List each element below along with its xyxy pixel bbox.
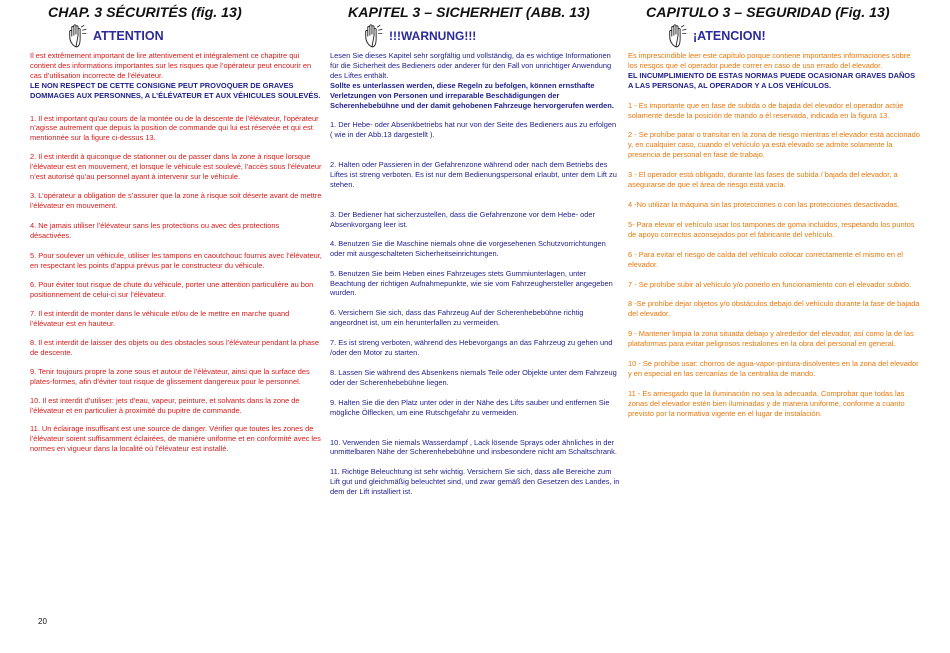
list-item: 10 - Se prohíbe usar: chorros de agua-vapor-pintura-disolventes en la zona del elevador y en especial en las cercanías de la centralita de mando. (628, 359, 919, 378)
intro-text: Es imprescindible leer este capítulo porque contiene importantes informaciones sobre los riesgos que el operador puede correr en caso de uso errado del elevador. (628, 51, 911, 70)
hand-icon (64, 24, 90, 48)
chapter-title: CHAP. 3 SÉCURITÉS (fig. 13) (48, 5, 242, 21)
list-item: 9. Tenir toujours propre la zone sous et autour de l’élévateur, ainsi que la surface des plates-formes, afin d’éviter tout risque de glissement dangereux pour le personnel. (30, 366, 310, 386)
warning-title: ¡ATENCION! (693, 29, 766, 43)
column-spanish (628, 0, 920, 419)
list-item: 8. Lassen Sie während des Absenkens niemals Teile oder Objekte unter dem Fahrzeug oder der Scherenhebebühne liegen. (330, 367, 617, 387)
list-item: 3. L’opérateur a obligation de s’assurer que la zone à risque soit déserte avant de mettre l’élévateur en mouvement. (30, 190, 322, 210)
hand-icon (664, 24, 690, 48)
list-item: 4. Ne jamais utiliser l’élévateur sans les protections ou avec des protections désactivées. (30, 220, 280, 240)
list-item: 5- Para elevar el vehículo usar los tampones de goma incluidos, respetando los puntos de apoyo correctos aconsejados por el fabricante del vehículo. (628, 219, 915, 239)
warning-header (360, 23, 620, 49)
intro-text: Il est extrêmement important de lire attentivement et intégralement ce chapitre qui contient des informations importantes sur les risques que l’opérateur peut encourir en cas d’utilisation incorrecte de l’élévateur. (30, 51, 312, 80)
warning-header (664, 23, 920, 49)
list-item: 11. Un éclairage insuffisant est une source de danger. Vérifier que toutes les zones de l’élévateur soient suffisamment éclairées, de manière uniforme et en conformité avec les normes en vigueur dans la localité où l’élévateur est installé. (30, 424, 321, 454)
list-item: 11 - Es arriesgado que la iluminación no sea la adecuada. Comprobar que todas las zonas del elevador estén bien iluminadas y de manera uniforme, conforme a cuanto previsto por la normativa vigente en el lugar de instalación. (628, 388, 905, 418)
list-item: 11. Richtige Beleuchtung ist sehr wichtig. Versichern Sie sich, dass alle Bereiche zum Lift gut und gleichmäßig beleuchtet sind, und zwar gemäß den Gesetzen des Landes, in dem der Lift installiert ist. (330, 467, 620, 497)
chapter-title: CAPITULO 3 – SEGURIDAD (Fig. 13) (646, 5, 890, 21)
list-item: 8 -Se prohíbe dejar objetos y/o obstáculos debajo del vehículo durante la fase de bajada del elevador. (628, 299, 920, 319)
list-item: 8. Il est interdit de laisser des objets ou des obstacles sous l’élévateur pendant la phase de descente. (30, 338, 319, 357)
list-item: 1 - Es importante que en fase de subida o de bajada del elevador el operador actúe solamente desde la posición de mando a él reservada, indicada en la figura 13. (628, 100, 904, 120)
hand-icon (360, 24, 386, 48)
list-item: 4 -No utilizar la máquina sin las protecciones o con las protecciones desactivadas. (628, 199, 900, 209)
list-item: 3. Der Bediener hat sicherzustellen, dass die Gefahrenzone vor dem Hebe- oder Absenkvorgang leer ist. (330, 209, 596, 229)
list-item: 1. Der Hebe- oder Absenkbetriebs hat nur von der Seite des Bedieners aus zu erfolgen ( wie in der Abb.13 dargestellt ). (330, 120, 617, 140)
list-item: 2 - Se prohíbe parar o transitar en la zona de riesgo mientras el elevador está accionado y, en cualquier caso, cuando el vehículo ya está elevado se admite solamente la presencia de personal en fase de trabajo. (628, 130, 920, 160)
page-number: 20 (38, 617, 47, 626)
list-item: 5. Pour soulever un véhicule, utiliser les tampons en caoutchouc fournis avec l’élévateur, en respectant les points d’appui prévus par le constructeur du véhicule. (30, 250, 322, 270)
column-french (30, 0, 322, 454)
list-item: 5. Benutzen Sie beim Heben eines Fahrzeuges stets Gummiunterlagen, unter Beachtung der richtigen Aufnahmepunkte, wie sie vom Fahrzeughersteller angegeben wurden. (330, 268, 613, 298)
chapter-title: KAPITEL 3 – SICHERHEIT (ABB. 13) (348, 5, 590, 21)
warning-title: ATTENTION (93, 29, 164, 43)
list-item: 7. Es ist streng verboten, während des Hebevorgangs an das Fahrzeug zu gehen und /oder den Motor zu starten. (330, 338, 613, 358)
list-item: 4. Benutzen Sie die Maschine niemals ohne die vorgesehenen Schutzvorrichtungen oder mit ausgeschalteten Sicherheitseinrichtungen. (330, 238, 606, 258)
intro-paragraph (30, 51, 322, 101)
list-item: 6. Pour éviter tout risque de chute du véhicule, porter une attention particulière au bon positionnement de celui-ci sur l’élévateur. (30, 280, 314, 300)
list-item: 3 - El operador está obligado, durante las fases de subida / bajada del elevador, a asegurarse de que el área de riesgo está vacía. (628, 170, 898, 190)
list-item: 2. Halten oder Passieren in der Gefahrenzone während oder nach dem Betriebs des Liftes ist streng verboten. Es ist nur dem Bedienungspersonal erlaubt, unter dem Lift zu stehen. (330, 160, 617, 190)
list-item: 9. Halten Sie die den Platz unter oder in der Nähe des Lifts sauber und entfernen Sie mögliche Ölflecken, um eine Rutschgefahr zu vermeiden. (330, 397, 610, 417)
column-german (330, 0, 620, 497)
warning-title: !!!WARNUNG!!! (389, 29, 477, 43)
intro-paragraph (628, 51, 920, 91)
list-item: 2. Il est interdit à quiconque de stationner ou de passer dans la zone à risque lorsque l’élévateur est en mouvement, et lorsque le véhicule est soulevé, l’accès sous l’élévateur n’est autorisé qu’au personnel ayant à intervenir sur le véhicule. (30, 152, 322, 182)
list-item: 10. Verwenden Sie niemals Wasserdampf , Lack lösende Sprays oder ähnliches in der unmittelbaren Nähe der Scherenhebebühne und insbesondere nicht am Schaltschrank. (330, 437, 617, 457)
warning-header (64, 23, 322, 49)
list-item: 10. Il est interdit d’utiliser: jets d’eau, vapeur, peinture, et solvants dans la zone de l’élévateur et en particulier à proximité du pupitre de commande. (30, 395, 300, 415)
list-item: 7. Il est interdit de monter dans le véhicule et/ou de le mettre en marche quand l’élévateur est en hauteur. (30, 309, 290, 329)
intro-text: Lesen Sie dieses Kapitel sehr sorgfältig und vollständig, da es wichtige Informationen für die Sicherheit des Bedieners oder anderer für den Fall von unrichtiger Anwendung des Liftes enthält. (330, 51, 612, 80)
intro-warning: Sollte es unterlassen werden, diese Regeln zu befolgen, können ernsthafte Verletzungen von Personen und irreparable Beschädigungen der Scherenhebebühne und der damit gehobenen Fahrzeuge hervorgerufen werden. (330, 80, 614, 110)
list-item: 6. Versichern Sie sich, dass das Fahrzeug Auf der Scherenhebebühne richtig angeordnet ist, um ein herunterfallen zu vermeiden. (330, 308, 584, 328)
list-item: 7 - Se prohíbe subir al vehículo y/o ponerlo en funcionamiento con el elevador subido. (628, 279, 912, 289)
list-item: 6 - Para evitar el riesgo de caída del vehículo colocar correctamente el mismo en el elevador. (628, 249, 903, 269)
intro-warning: EL INCUMPLIMIENTO DE ESTAS NORMAS PUEDE OCASIONAR GRAVES DAÑOS A LAS PERSONAS, AL OPERADOR Y A LOS VEHÍCULOS. (628, 70, 916, 90)
list-item: 1. Il est important qu’au cours de la montée ou de la descente de l’élévateur, l’opérateur n’agisse autrement que depuis la position de commande qui lui est réservée et qui est mentionnée sur la figure ci-dessus 13. (30, 113, 319, 143)
intro-warning: LE NON RESPECT DE CETTE CONSIGNE PEUT PROVOQUER DE GRAVES DOMMAGES AUX PERSONNES, A L’ÉLÉVATEUR ET AUX VÉHICULES SOULEVÉS. (30, 80, 321, 100)
intro-paragraph (330, 51, 620, 110)
list-item: 9 - Mantener limpia la zona situada debajo y alrededor del elevador, así como la de las plataformas para evitar peligrosos resbalones en la obra del personal en general. (628, 329, 914, 349)
